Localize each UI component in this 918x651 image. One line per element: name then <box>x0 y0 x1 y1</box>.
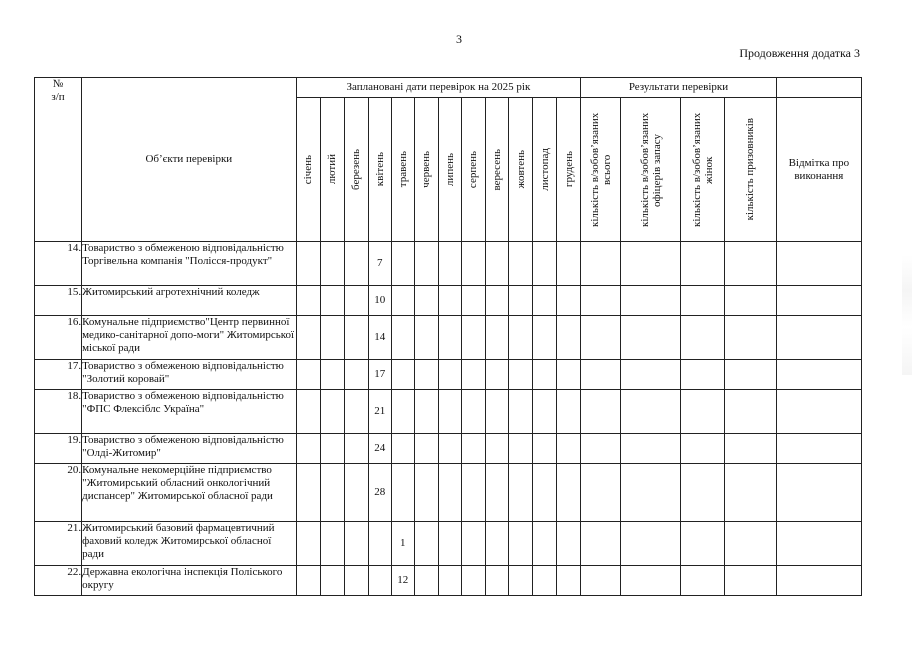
result-cell <box>621 566 681 596</box>
month-cell <box>414 390 438 434</box>
month-cell <box>391 360 414 390</box>
result-header <box>681 98 724 242</box>
table-row <box>35 390 862 434</box>
month-cell <box>414 522 438 566</box>
month-cell <box>533 566 557 596</box>
month-header <box>320 98 344 242</box>
result-cell <box>581 464 621 522</box>
result-cell <box>621 242 681 286</box>
month-cell <box>320 522 344 566</box>
row-number: 22. <box>35 566 82 596</box>
result-cell <box>581 566 621 596</box>
month-header <box>391 98 414 242</box>
result-cell <box>724 434 776 464</box>
month-cell <box>533 360 557 390</box>
month-cell <box>533 522 557 566</box>
month-cell <box>344 286 368 316</box>
table-row <box>35 242 862 286</box>
month-label: квітень <box>373 152 386 187</box>
month-cell: 7 <box>368 242 391 286</box>
table-row <box>35 286 862 316</box>
month-cell <box>438 566 461 596</box>
month-label: грудень <box>562 151 575 188</box>
month-label: березень <box>350 149 363 190</box>
table-row <box>35 464 862 522</box>
page-number: 3 <box>456 32 462 46</box>
month-cell <box>344 390 368 434</box>
month-cell <box>296 360 320 390</box>
month-header <box>461 98 485 242</box>
month-cell: 1 <box>391 522 414 566</box>
result-cell <box>724 464 776 522</box>
result-cell <box>724 316 776 360</box>
row-object: Товариство з обмеженою відповідальністю "Олді-Житомир" <box>82 434 296 464</box>
row-number: 14. <box>35 242 82 286</box>
result-cell <box>581 286 621 316</box>
row-object: Товариство з обмеженою відповідальністю Торгівельна компанія "Полісся-продукт" <box>82 242 296 286</box>
month-cell <box>557 360 581 390</box>
month-cell: 21 <box>368 390 391 434</box>
month-cell <box>296 566 320 596</box>
month-cell <box>296 522 320 566</box>
table-row <box>35 316 862 360</box>
month-cell: 28 <box>368 464 391 522</box>
result-cell <box>724 360 776 390</box>
month-cell <box>344 242 368 286</box>
month-cell <box>461 522 485 566</box>
month-cell <box>438 360 461 390</box>
header-planned-dates: Заплановані дати перевірок на 2025 рік <box>296 78 581 98</box>
month-cell <box>391 464 414 522</box>
month-cell <box>533 390 557 434</box>
month-cell <box>533 316 557 360</box>
table-row <box>35 522 862 566</box>
month-label: травень <box>396 151 409 188</box>
month-cell <box>438 286 461 316</box>
result-cell <box>581 522 621 566</box>
month-cell: 12 <box>391 566 414 596</box>
row-number: 16. <box>35 316 82 360</box>
month-label: січень <box>302 154 315 185</box>
month-cell <box>344 522 368 566</box>
month-cell <box>485 316 508 360</box>
result-header <box>581 98 621 242</box>
month-cell <box>485 522 508 566</box>
month-label: жовтень <box>514 150 527 189</box>
month-cell <box>320 360 344 390</box>
result-cell <box>724 242 776 286</box>
row-object: Товариство з обмеженою відповідальністю "ФПС Флексіблс Україна" <box>82 390 296 434</box>
month-cell <box>557 464 581 522</box>
month-cell: 14 <box>368 316 391 360</box>
row-object: Комунальне підприємство"Центр первинної медико-санітарної допо-моги" Житомирської міської ради <box>82 316 296 360</box>
result-cell <box>621 286 681 316</box>
row-object: Житомирський базовий фармацевтичний фаховий коледж Житомирської обласної ради <box>82 522 296 566</box>
completion-mark-cell <box>776 434 861 464</box>
month-cell <box>320 464 344 522</box>
month-cell <box>296 464 320 522</box>
month-header <box>508 98 532 242</box>
result-cell <box>621 390 681 434</box>
month-label: липень <box>443 152 456 187</box>
row-object: Житомирський агротехнічний коледж <box>82 286 296 316</box>
month-cell <box>508 390 532 434</box>
month-cell <box>485 242 508 286</box>
result-cell <box>681 434 724 464</box>
row-number: 21. <box>35 522 82 566</box>
table-row <box>35 566 862 596</box>
result-header <box>724 98 776 242</box>
result-cell <box>581 316 621 360</box>
result-cell <box>621 434 681 464</box>
result-cell <box>621 522 681 566</box>
result-cell <box>681 566 724 596</box>
month-cell <box>391 390 414 434</box>
row-number: 17. <box>35 360 82 390</box>
month-cell <box>485 286 508 316</box>
month-cell <box>557 566 581 596</box>
month-cell <box>557 316 581 360</box>
result-cell <box>724 522 776 566</box>
result-cell <box>681 390 724 434</box>
row-number: 15. <box>35 286 82 316</box>
month-cell <box>461 316 485 360</box>
month-cell <box>414 242 438 286</box>
month-cell <box>414 316 438 360</box>
month-cell <box>533 286 557 316</box>
month-cell <box>508 360 532 390</box>
month-cell <box>296 390 320 434</box>
result-header <box>621 98 681 242</box>
month-cell <box>438 316 461 360</box>
month-label: вересень <box>490 148 503 191</box>
month-cell <box>414 434 438 464</box>
month-cell <box>461 286 485 316</box>
month-label: лютий <box>326 154 339 185</box>
month-cell <box>557 434 581 464</box>
month-cell <box>414 360 438 390</box>
row-number: 20. <box>35 464 82 522</box>
result-cell <box>621 464 681 522</box>
table-row <box>35 360 862 390</box>
month-cell <box>320 316 344 360</box>
month-cell <box>414 566 438 596</box>
completion-mark-cell <box>776 316 861 360</box>
result-cell <box>581 390 621 434</box>
month-cell <box>438 464 461 522</box>
month-cell <box>296 434 320 464</box>
month-cell <box>533 242 557 286</box>
month-cell <box>391 242 414 286</box>
month-cell <box>438 390 461 434</box>
month-cell: 17 <box>368 360 391 390</box>
month-cell <box>438 242 461 286</box>
header-blank <box>776 78 861 98</box>
month-header <box>438 98 461 242</box>
month-cell <box>508 286 532 316</box>
month-cell <box>461 242 485 286</box>
completion-mark-cell <box>776 464 861 522</box>
result-cell <box>621 360 681 390</box>
month-cell <box>344 566 368 596</box>
month-cell: 10 <box>368 286 391 316</box>
result-cell <box>681 464 724 522</box>
month-cell: 24 <box>368 434 391 464</box>
month-cell <box>508 434 532 464</box>
result-label: кількість в/зобов’язаних всього <box>588 112 613 227</box>
month-cell <box>320 242 344 286</box>
month-cell <box>557 286 581 316</box>
month-cell <box>461 360 485 390</box>
result-cell <box>681 522 724 566</box>
month-cell <box>461 390 485 434</box>
month-cell <box>320 566 344 596</box>
completion-mark-cell <box>776 566 861 596</box>
month-cell <box>557 242 581 286</box>
month-header <box>533 98 557 242</box>
header-objects: Об’єкти перевірки <box>82 78 296 242</box>
completion-mark-cell <box>776 242 861 286</box>
month-cell <box>414 286 438 316</box>
result-cell <box>724 566 776 596</box>
row-number: 18. <box>35 390 82 434</box>
month-header <box>557 98 581 242</box>
month-cell <box>461 434 485 464</box>
result-label: кількість в/зобов’язаних жінок <box>690 112 715 227</box>
completion-mark-cell <box>776 286 861 316</box>
completion-mark-cell <box>776 390 861 434</box>
month-cell <box>485 360 508 390</box>
month-cell <box>438 434 461 464</box>
month-cell <box>557 522 581 566</box>
month-cell <box>391 434 414 464</box>
month-cell <box>485 390 508 434</box>
month-cell <box>485 434 508 464</box>
month-header <box>485 98 508 242</box>
month-cell <box>461 566 485 596</box>
month-header <box>344 98 368 242</box>
row-object: Державна екологічна інспекція Поліського округу <box>82 566 296 596</box>
row-object: Товариство з обмеженою відповідальністю "Золотий коровай" <box>82 360 296 390</box>
month-cell <box>414 464 438 522</box>
month-cell <box>320 286 344 316</box>
month-cell <box>461 464 485 522</box>
month-cell <box>344 360 368 390</box>
month-cell <box>485 566 508 596</box>
month-cell <box>508 566 532 596</box>
result-label: кількість призовників <box>744 118 757 221</box>
row-object: Комунальне некомерційне підприємство "Житомирський обласний онкологічний диспансер" Житомирської обласної ради <box>82 464 296 522</box>
month-cell <box>344 316 368 360</box>
month-cell <box>485 464 508 522</box>
table-row <box>35 434 862 464</box>
month-cell <box>508 464 532 522</box>
result-cell <box>581 242 621 286</box>
table-body <box>35 242 862 596</box>
month-cell <box>533 464 557 522</box>
completion-mark-cell <box>776 522 861 566</box>
header-completion-mark: Відмітка про виконання <box>776 98 861 242</box>
month-cell <box>557 390 581 434</box>
month-label: серпень <box>467 150 480 189</box>
header-number: № з/п <box>35 78 82 242</box>
result-cell <box>724 390 776 434</box>
result-cell <box>681 242 724 286</box>
month-cell <box>508 522 532 566</box>
month-cell <box>296 316 320 360</box>
inspection-schedule-table <box>34 77 862 596</box>
header-results: Результати перевірки <box>581 78 776 98</box>
row-number: 19. <box>35 434 82 464</box>
month-label: листопад <box>538 148 551 191</box>
month-cell <box>320 390 344 434</box>
month-cell <box>508 242 532 286</box>
month-cell <box>368 566 391 596</box>
result-cell <box>724 286 776 316</box>
month-header <box>296 98 320 242</box>
result-cell <box>681 316 724 360</box>
month-header <box>368 98 391 242</box>
continuation-title: Продовження додатка 3 <box>739 46 860 60</box>
result-cell <box>681 360 724 390</box>
month-cell <box>296 286 320 316</box>
result-cell <box>581 434 621 464</box>
result-cell <box>621 316 681 360</box>
result-cell <box>681 286 724 316</box>
month-cell <box>391 286 414 316</box>
result-label: кількість в/зобов’язаних офіцерів запасу <box>638 112 663 227</box>
month-cell <box>296 242 320 286</box>
month-cell <box>533 434 557 464</box>
month-header <box>414 98 438 242</box>
month-cell <box>344 434 368 464</box>
month-cell <box>368 522 391 566</box>
month-cell <box>391 316 414 360</box>
result-cell <box>581 360 621 390</box>
completion-mark-cell <box>776 360 861 390</box>
scan-artifact <box>902 255 912 375</box>
month-cell <box>508 316 532 360</box>
month-cell <box>438 522 461 566</box>
month-cell <box>320 434 344 464</box>
month-label: червень <box>420 151 433 188</box>
month-cell <box>344 464 368 522</box>
